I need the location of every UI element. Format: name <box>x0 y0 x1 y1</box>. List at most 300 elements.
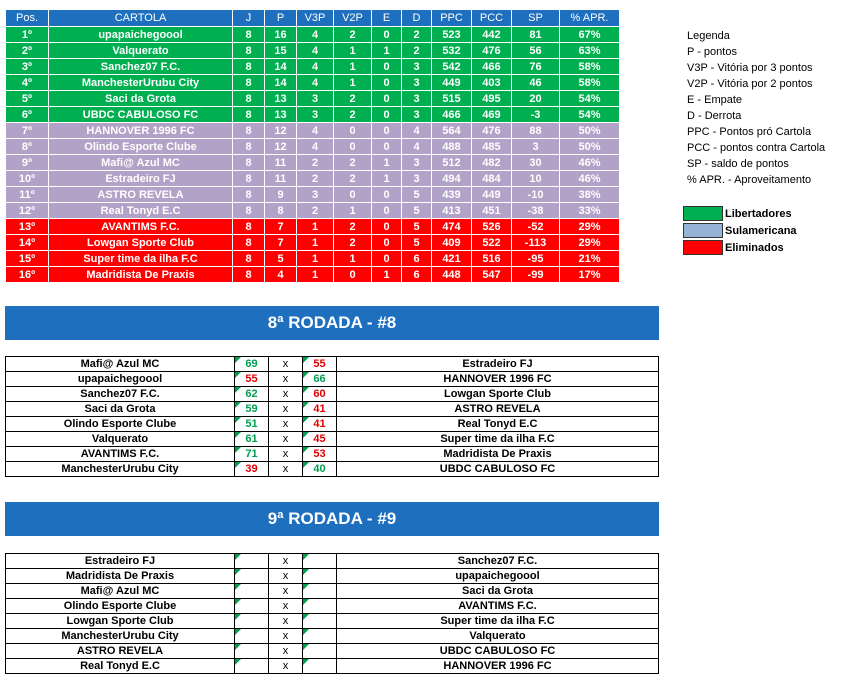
standings-cell-ppc: 466 <box>432 107 472 123</box>
standings-cell-v3p: 4 <box>297 75 334 91</box>
standings-cell-d: 3 <box>402 75 432 91</box>
match-away-team: UBDC CABULOSO FC <box>337 644 659 659</box>
match-row <box>6 372 659 387</box>
match-away-team: HANNOVER 1996 FC <box>337 372 659 387</box>
match-away-team: Madridista De Praxis <box>337 447 659 462</box>
standings-cell-v3p: 1 <box>297 267 334 283</box>
match-versus: x <box>269 644 303 659</box>
header-pcc: PCC <box>472 10 512 27</box>
standings-cell-pcc: 522 <box>472 235 512 251</box>
standings-cell-p: 14 <box>265 59 297 75</box>
match-away-score <box>303 659 337 674</box>
match-versus: x <box>269 569 303 584</box>
standings-cell-p: 7 <box>265 219 297 235</box>
match-home-score: 61 <box>235 432 269 447</box>
standings-cell-sp: -99 <box>512 267 560 283</box>
standings-cell-v2p: 1 <box>334 203 372 219</box>
standings-cell-p: 12 <box>265 139 297 155</box>
match-home-score <box>235 584 269 599</box>
standings-cell-d: 5 <box>402 187 432 203</box>
match-home-score <box>235 659 269 674</box>
standings-row <box>6 251 620 267</box>
standings-cell-j: 8 <box>233 75 265 91</box>
standings-cell-apr: 46% <box>560 155 620 171</box>
standings-cell-p: 5 <box>265 251 297 267</box>
match-home-score <box>235 629 269 644</box>
standings-table <box>5 9 620 283</box>
color-legend-sulamericana <box>683 222 797 239</box>
standings-cell-j: 8 <box>233 171 265 187</box>
standings-cell-team: Madridista De Praxis <box>49 267 233 283</box>
standings-cell-j: 8 <box>233 59 265 75</box>
standings-cell-j: 8 <box>233 155 265 171</box>
standings-cell-v2p: 0 <box>334 139 372 155</box>
match-home-team: ManchesterUrubu City <box>6 629 235 644</box>
standings-row <box>6 75 620 91</box>
eliminados-swatch <box>683 240 723 255</box>
standings-cell-sp: 30 <box>512 155 560 171</box>
standings-cell-p: 11 <box>265 171 297 187</box>
standings-cell-apr: 21% <box>560 251 620 267</box>
standings-row <box>6 203 620 219</box>
standings-cell-team: Real Tonyd E.C <box>49 203 233 219</box>
standings-cell-e: 1 <box>372 171 402 187</box>
match-row <box>6 629 659 644</box>
match-away-score: 40 <box>303 462 337 477</box>
standings-cell-team: Estradeiro FJ <box>49 171 233 187</box>
standings-cell-ppc: 413 <box>432 203 472 219</box>
standings-row <box>6 219 620 235</box>
match-versus: x <box>269 629 303 644</box>
standings-row <box>6 139 620 155</box>
header-d: D <box>402 10 432 27</box>
standings-cell-p: 8 <box>265 203 297 219</box>
standings-cell-e: 0 <box>372 187 402 203</box>
standings-cell-team: Mafi@ Azul MC <box>49 155 233 171</box>
round-9-body <box>6 554 659 674</box>
round-9-matches-table <box>5 553 659 674</box>
standings-cell-sp: -95 <box>512 251 560 267</box>
match-home-team: Estradeiro FJ <box>6 554 235 569</box>
standings-cell-apr: 54% <box>560 107 620 123</box>
standings-cell-sp: 88 <box>512 123 560 139</box>
match-versus: x <box>269 417 303 432</box>
standings-cell-ppc: 564 <box>432 123 472 139</box>
standings-cell-pcc: 449 <box>472 187 512 203</box>
standings-cell-v2p: 1 <box>334 59 372 75</box>
legend-title: Legenda <box>687 30 730 42</box>
legend-item: V2P - Vitória por 2 pontos <box>687 78 813 90</box>
match-home-team: Mafi@ Azul MC <box>6 584 235 599</box>
standings-cell-e: 1 <box>372 43 402 59</box>
match-versus: x <box>269 372 303 387</box>
standings-cell-pcc: 476 <box>472 123 512 139</box>
match-away-team: Estradeiro FJ <box>337 357 659 372</box>
match-home-team: Sanchez07 F.C. <box>6 387 235 402</box>
standings-row <box>6 123 620 139</box>
standings-cell-d: 2 <box>402 27 432 43</box>
match-away-team: Real Tonyd E.C <box>337 417 659 432</box>
standings-cell-pcc: 466 <box>472 59 512 75</box>
standings-cell-apr: 33% <box>560 203 620 219</box>
standings-cell-pos: 9º <box>6 155 49 171</box>
standings-cell-ppc: 512 <box>432 155 472 171</box>
standings-cell-pos: 14º <box>6 235 49 251</box>
match-home-score: 62 <box>235 387 269 402</box>
standings-cell-sp: 3 <box>512 139 560 155</box>
match-away-team: Lowgan Sporte Club <box>337 387 659 402</box>
standings-cell-team: ASTRO REVELA <box>49 187 233 203</box>
standings-cell-ppc: 449 <box>432 75 472 91</box>
standings-cell-j: 8 <box>233 235 265 251</box>
standings-cell-team: ManchesterUrubu City <box>49 75 233 91</box>
header-v3p: V3P <box>297 10 334 27</box>
match-versus: x <box>269 462 303 477</box>
standings-cell-pcc: 526 <box>472 219 512 235</box>
match-home-score: 71 <box>235 447 269 462</box>
match-home-score: 55 <box>235 372 269 387</box>
standings-cell-v3p: 4 <box>297 123 334 139</box>
standings-cell-pcc: 495 <box>472 91 512 107</box>
standings-cell-j: 8 <box>233 203 265 219</box>
header-p: P <box>265 10 297 27</box>
standings-cell-v3p: 1 <box>297 235 334 251</box>
standings-cell-sp: -38 <box>512 203 560 219</box>
standings-cell-pcc: 547 <box>472 267 512 283</box>
standings-row <box>6 235 620 251</box>
standings-cell-pos: 5º <box>6 91 49 107</box>
standings-cell-d: 3 <box>402 107 432 123</box>
match-versus: x <box>269 402 303 417</box>
standings-cell-sp: -113 <box>512 235 560 251</box>
standings-cell-pcc: 442 <box>472 27 512 43</box>
match-away-score <box>303 629 337 644</box>
match-home-team: Saci da Grota <box>6 402 235 417</box>
standings-cell-apr: 58% <box>560 59 620 75</box>
standings-cell-p: 7 <box>265 235 297 251</box>
standings-cell-p: 4 <box>265 267 297 283</box>
match-away-team: UBDC CABULOSO FC <box>337 462 659 477</box>
standings-cell-pos: 15º <box>6 251 49 267</box>
match-away-score: 41 <box>303 402 337 417</box>
standings-cell-v3p: 4 <box>297 43 334 59</box>
standings-cell-team: Super time da ilha F.C <box>49 251 233 267</box>
standings-cell-d: 4 <box>402 139 432 155</box>
match-away-team: Sanchez07 F.C. <box>337 554 659 569</box>
standings-cell-e: 0 <box>372 219 402 235</box>
standings-cell-sp: 46 <box>512 75 560 91</box>
standings-cell-v2p: 0 <box>334 187 372 203</box>
standings-cell-team: UBDC CABULOSO FC <box>49 107 233 123</box>
standings-cell-e: 0 <box>372 123 402 139</box>
standings-cell-team: Valquerato <box>49 43 233 59</box>
standings-cell-j: 8 <box>233 27 265 43</box>
standings-cell-team: Sanchez07 F.C. <box>49 59 233 75</box>
match-home-team: Madridista De Praxis <box>6 569 235 584</box>
standings-cell-pos: 6º <box>6 107 49 123</box>
standings-cell-pos: 11º <box>6 187 49 203</box>
standings-cell-apr: 46% <box>560 171 620 187</box>
match-away-team: Super time da ilha F.C <box>337 432 659 447</box>
header-v2p: V2P <box>334 10 372 27</box>
standings-cell-v2p: 2 <box>334 219 372 235</box>
standings-cell-ppc: 488 <box>432 139 472 155</box>
match-home-team: Real Tonyd E.C <box>6 659 235 674</box>
standings-cell-ppc: 523 <box>432 27 472 43</box>
standings-cell-v2p: 1 <box>334 251 372 267</box>
standings-cell-e: 0 <box>372 235 402 251</box>
standings-cell-sp: 10 <box>512 171 560 187</box>
match-away-score: 53 <box>303 447 337 462</box>
match-row <box>6 417 659 432</box>
match-row <box>6 584 659 599</box>
standings-cell-pcc: 516 <box>472 251 512 267</box>
match-row <box>6 402 659 417</box>
match-away-team: AVANTIMS F.C. <box>337 599 659 614</box>
standings-cell-v2p: 2 <box>334 235 372 251</box>
libertadores-label: Libertadores <box>725 207 792 220</box>
standings-cell-ppc: 421 <box>432 251 472 267</box>
match-away-score: 41 <box>303 417 337 432</box>
legend-item: SP - saldo de pontos <box>687 158 789 170</box>
match-versus: x <box>269 387 303 402</box>
match-home-team: ManchesterUrubu City <box>6 462 235 477</box>
match-row <box>6 432 659 447</box>
standings-cell-v3p: 3 <box>297 187 334 203</box>
standings-cell-pos: 16º <box>6 267 49 283</box>
sulamericana-label: Sulamericana <box>725 224 797 237</box>
standings-cell-e: 0 <box>372 139 402 155</box>
standings-cell-p: 11 <box>265 155 297 171</box>
standings-cell-v3p: 4 <box>297 139 334 155</box>
match-away-score <box>303 554 337 569</box>
match-row <box>6 447 659 462</box>
match-home-score <box>235 554 269 569</box>
match-row <box>6 644 659 659</box>
standings-cell-v3p: 3 <box>297 91 334 107</box>
match-home-score: 51 <box>235 417 269 432</box>
standings-cell-team: upapaichegoool <box>49 27 233 43</box>
standings-cell-sp: 20 <box>512 91 560 107</box>
standings-cell-ppc: 409 <box>432 235 472 251</box>
standings-cell-v2p: 2 <box>334 155 372 171</box>
standings-row <box>6 107 620 123</box>
standings-cell-pos: 13º <box>6 219 49 235</box>
standings-cell-apr: 17% <box>560 267 620 283</box>
standings-cell-ppc: 448 <box>432 267 472 283</box>
header-ppc: PPC <box>432 10 472 27</box>
match-away-score <box>303 599 337 614</box>
match-versus: x <box>269 659 303 674</box>
standings-body <box>6 27 620 283</box>
match-home-score <box>235 569 269 584</box>
match-home-score <box>235 614 269 629</box>
standings-cell-d: 4 <box>402 123 432 139</box>
match-row <box>6 599 659 614</box>
match-row <box>6 462 659 477</box>
standings-cell-pos: 12º <box>6 203 49 219</box>
match-home-score: 39 <box>235 462 269 477</box>
standings-cell-pcc: 482 <box>472 155 512 171</box>
round-8-body <box>6 357 659 477</box>
standings-cell-v3p: 2 <box>297 203 334 219</box>
standings-cell-e: 0 <box>372 251 402 267</box>
standings-cell-pos: 1º <box>6 27 49 43</box>
match-versus: x <box>269 614 303 629</box>
match-row <box>6 659 659 674</box>
standings-cell-pcc: 485 <box>472 139 512 155</box>
legend-item: E - Empate <box>687 94 743 106</box>
standings-cell-v2p: 2 <box>334 27 372 43</box>
standings-cell-j: 8 <box>233 251 265 267</box>
match-away-team: HANNOVER 1996 FC <box>337 659 659 674</box>
standings-cell-j: 8 <box>233 267 265 283</box>
match-away-team: Valquerato <box>337 629 659 644</box>
standings-row <box>6 155 620 171</box>
standings-cell-apr: 54% <box>560 91 620 107</box>
standings-row <box>6 91 620 107</box>
legend-item: PCC - pontos contra Cartola <box>687 142 826 154</box>
standings-cell-team: Olindo Esporte Clube <box>49 139 233 155</box>
standings-cell-apr: 29% <box>560 235 620 251</box>
standings-cell-team: Lowgan Sporte Club <box>49 235 233 251</box>
match-away-team: ASTRO REVELA <box>337 402 659 417</box>
standings-cell-p: 16 <box>265 27 297 43</box>
standings-cell-d: 6 <box>402 267 432 283</box>
color-legend <box>683 205 797 256</box>
match-away-score: 60 <box>303 387 337 402</box>
standings-cell-j: 8 <box>233 107 265 123</box>
standings-cell-j: 8 <box>233 219 265 235</box>
standings-cell-e: 0 <box>372 203 402 219</box>
standings-cell-ppc: 439 <box>432 187 472 203</box>
match-versus: x <box>269 447 303 462</box>
header-cartola: CARTOLA <box>49 10 233 27</box>
standings-cell-apr: 63% <box>560 43 620 59</box>
standings-cell-v3p: 4 <box>297 59 334 75</box>
standings-cell-p: 15 <box>265 43 297 59</box>
header-j: J <box>233 10 265 27</box>
match-away-score <box>303 614 337 629</box>
standings-cell-pcc: 476 <box>472 43 512 59</box>
standings-row <box>6 187 620 203</box>
standings-cell-p: 13 <box>265 107 297 123</box>
standings-cell-d: 3 <box>402 59 432 75</box>
standings-cell-pos: 2º <box>6 43 49 59</box>
standings-cell-p: 12 <box>265 123 297 139</box>
standings-cell-v2p: 1 <box>334 43 372 59</box>
standings-cell-pcc: 469 <box>472 107 512 123</box>
standings-cell-d: 2 <box>402 43 432 59</box>
standings-cell-e: 0 <box>372 75 402 91</box>
match-away-team: Super time da ilha F.C <box>337 614 659 629</box>
match-away-score: 66 <box>303 372 337 387</box>
standings-cell-sp: -3 <box>512 107 560 123</box>
standings-cell-sp: -52 <box>512 219 560 235</box>
match-away-team: upapaichegoool <box>337 569 659 584</box>
standings-cell-e: 0 <box>372 107 402 123</box>
standings-cell-d: 3 <box>402 155 432 171</box>
standings-cell-sp: 76 <box>512 59 560 75</box>
match-row <box>6 554 659 569</box>
match-away-score: 45 <box>303 432 337 447</box>
standings-cell-ppc: 532 <box>432 43 472 59</box>
match-home-team: AVANTIMS F.C. <box>6 447 235 462</box>
standings-cell-v3p: 2 <box>297 171 334 187</box>
match-row <box>6 387 659 402</box>
match-home-team: Lowgan Sporte Club <box>6 614 235 629</box>
header-apr: % APR. <box>560 10 620 27</box>
standings-cell-sp: 56 <box>512 43 560 59</box>
standings-cell-v3p: 4 <box>297 27 334 43</box>
match-away-team: Saci da Grota <box>337 584 659 599</box>
standings-cell-pos: 7º <box>6 123 49 139</box>
standings-cell-v2p: 0 <box>334 267 372 283</box>
header-pos: Pos. <box>6 10 49 27</box>
standings-row <box>6 267 620 283</box>
match-versus: x <box>269 584 303 599</box>
match-home-team: ASTRO REVELA <box>6 644 235 659</box>
standings-cell-j: 8 <box>233 187 265 203</box>
round-8-matches-table <box>5 356 659 477</box>
standings-cell-j: 8 <box>233 139 265 155</box>
standings-cell-sp: -10 <box>512 187 560 203</box>
standings-cell-pos: 3º <box>6 59 49 75</box>
standings-cell-p: 9 <box>265 187 297 203</box>
match-away-score: 55 <box>303 357 337 372</box>
legend <box>687 28 825 188</box>
standings-cell-p: 13 <box>265 91 297 107</box>
standings-header-row <box>6 10 620 27</box>
standings-row <box>6 43 620 59</box>
header-e: E <box>372 10 402 27</box>
standings-cell-d: 3 <box>402 171 432 187</box>
standings-cell-apr: 50% <box>560 139 620 155</box>
standings-cell-e: 0 <box>372 91 402 107</box>
standings-row <box>6 171 620 187</box>
standings-cell-team: AVANTIMS F.C. <box>49 219 233 235</box>
standings-cell-e: 1 <box>372 155 402 171</box>
libertadores-swatch <box>683 206 723 221</box>
header-sp: SP <box>512 10 560 27</box>
standings-cell-v2p: 2 <box>334 171 372 187</box>
round-8-banner: 8ª RODADA - #8 <box>5 306 659 340</box>
standings-cell-v2p: 1 <box>334 75 372 91</box>
standings-cell-apr: 58% <box>560 75 620 91</box>
standings-cell-j: 8 <box>233 123 265 139</box>
legend-item: D - Derrota <box>687 110 742 122</box>
match-versus: x <box>269 554 303 569</box>
match-versus: x <box>269 432 303 447</box>
match-versus: x <box>269 599 303 614</box>
match-home-team: Mafi@ Azul MC <box>6 357 235 372</box>
match-row <box>6 569 659 584</box>
standings-cell-d: 5 <box>402 203 432 219</box>
match-home-team: upapaichegoool <box>6 372 235 387</box>
standings-row <box>6 59 620 75</box>
standings-cell-v3p: 1 <box>297 219 334 235</box>
match-home-team: Valquerato <box>6 432 235 447</box>
standings-cell-ppc: 515 <box>432 91 472 107</box>
standings-cell-pos: 8º <box>6 139 49 155</box>
match-home-team: Olindo Esporte Clube <box>6 599 235 614</box>
standings-cell-e: 0 <box>372 59 402 75</box>
standings-cell-v2p: 0 <box>334 123 372 139</box>
standings-cell-e: 1 <box>372 267 402 283</box>
standings-cell-v3p: 1 <box>297 251 334 267</box>
standings-cell-ppc: 494 <box>432 171 472 187</box>
standings-row <box>6 27 620 43</box>
